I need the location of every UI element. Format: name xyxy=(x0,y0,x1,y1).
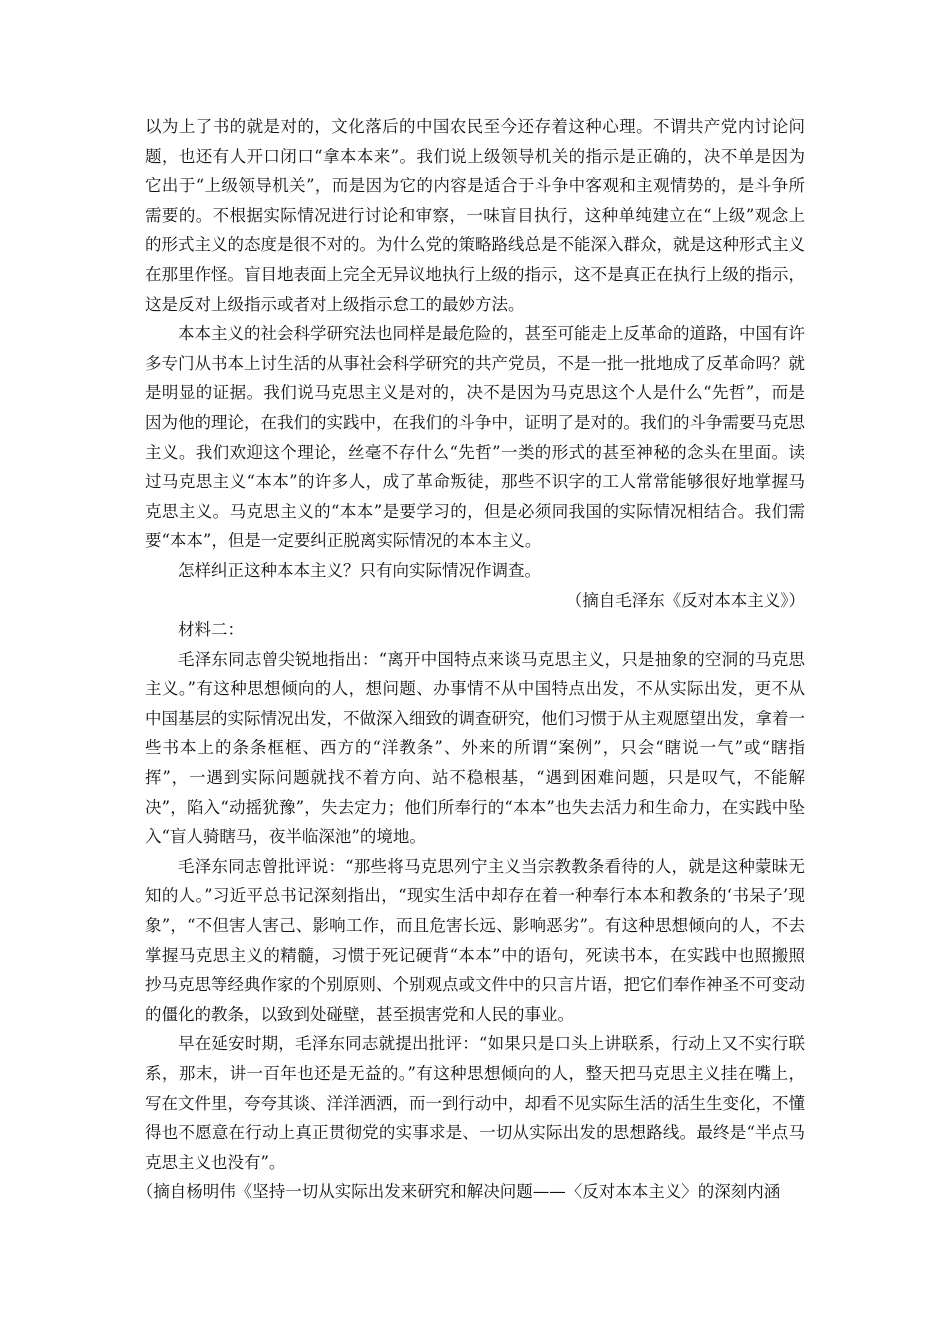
citation-1: （摘自毛泽东《反对本本主义》） xyxy=(565,590,805,610)
document-page xyxy=(136,112,805,1207)
material-2-label: 材料二： xyxy=(178,620,244,640)
citation-2: （摘自杨明伟《坚持一切从实际出发来研究和解决问题——〈反对本本主义〉的深刻内涵 xyxy=(136,1182,781,1202)
paragraph-6: 早在延安时期，毛泽东同志就提出批评：“如果只是口头上讲联系，行动上又不实行联系，那末，讲一百年也还是无益的。”有这种思想倾向的人，整天把马克思主义挂在嘴上，写在文件里，夸夸其谈、洋洋洒洒，而一到行动中，却看不见实际生活的活生生变化，不懂得也不愿意在行动上真正贯彻党的实事求是、一切从实际出发的思想路线。最终是“半点马克思主义也没有”。 xyxy=(145,1034,805,1172)
paragraph-2: 本本主义的社会科学研究法也同样是最危险的，甚至可能走上反革命的道路，中国有许多专门从书本上讨生活的从事社会科学研究的共产党员，不是一批一批地成了反革命吗？就是明显的证据。我们说马克思主义是对的，决不是因为马克思这个人是什么“先哲”，而是因为他的理论，在我们的实践中，在我们的斗争中，证明了是对的。我们的斗争需要马克思主义。我们欢迎这个理论，丝毫不存什么“先哲”一类的形式的甚至神秘的念头在里面。读过马克思主义“本本”的许多人，成了革命叛徒，那些不识字的工人常常能够很好地掌握马克思主义。马克思主义的“本本”是要学习的，但是必须同我国的实际情况相结合。我们需要“本本”，但是一定要纠正脱离实际情况的本本主义。 xyxy=(145,324,805,551)
paragraph-5: 毛泽东同志曾批评说：“那些将马克思列宁主义当宗教教条看待的人，就是这种蒙昧无知的人。”习近平总书记深刻指出，“现实生活中却存在着一种奉行本本和教条的‘书呆子’现象”，“不但害人害己、影响工作，而且危害长远、影响恶劣”。有这种思想倾向的人，不去掌握马克思主义的精髓，习惯于死记硬背“本本”中的语句，死读书本，在实践中也照搬照抄马克思等经典作家的个别原则、个别观点或文件中的只言片语，把它们奉作神圣不可变动的僵化的教条，以致到处碰壁，甚至损害党和人民的事业。 xyxy=(145,856,805,1024)
paragraph-3: 怎样纠正这种本本主义？只有向实际情况作调查。 xyxy=(178,560,541,580)
paragraph-4: 毛泽东同志曾尖锐地指出：“离开中国特点来谈马克思主义，只是抽象的空洞的马克思主义。”有这种思想倾向的人，想问题、办事情不从中国特点出发，不从实际出发，更不从中国基层的实际情况出发，不做深入细致的调查研究，他们习惯于从主观愿望出发，拿着一些书本上的条条框框、西方的“洋教条”、外来的所谓“案例”，只会“瞎说一气”或“瞎指挥”，一遇到实际问题就找不着方向、站不稳根基，“遇到困难问题，只是叹气，不能解决”，陷入“动摇犹豫”，失去定力；他们所奉行的“本本”也失去活力和生命力，在实践中坠入“盲人骑瞎马，夜半临深池”的境地。 xyxy=(145,649,805,847)
paragraph-1: 以为上了书的就是对的，文化落后的中国农民至今还存着这种心理。不谓共产党内讨论问题，也还有人开口闭口“拿本本来”。我们说上级领导机关的指示是正确的，决不单是因为它出于“上级领导机关”，而是因为它的内容是适合于斗争中客观和主观情势的，是斗争所需要的。不根据实际情况进行讨论和审察，一味盲目执行，这种单纯建立在“上级”观念上的形式主义的态度是很不对的。为什么党的策略路线总是不能深入群众，就是这种形式主义在那里作怪。盲目地表面上完全无异议地执行上级的指示，这不是真正在执行上级的指示，这是反对上级指示或者对上级指示怠工的最妙方法。 xyxy=(145,117,805,314)
